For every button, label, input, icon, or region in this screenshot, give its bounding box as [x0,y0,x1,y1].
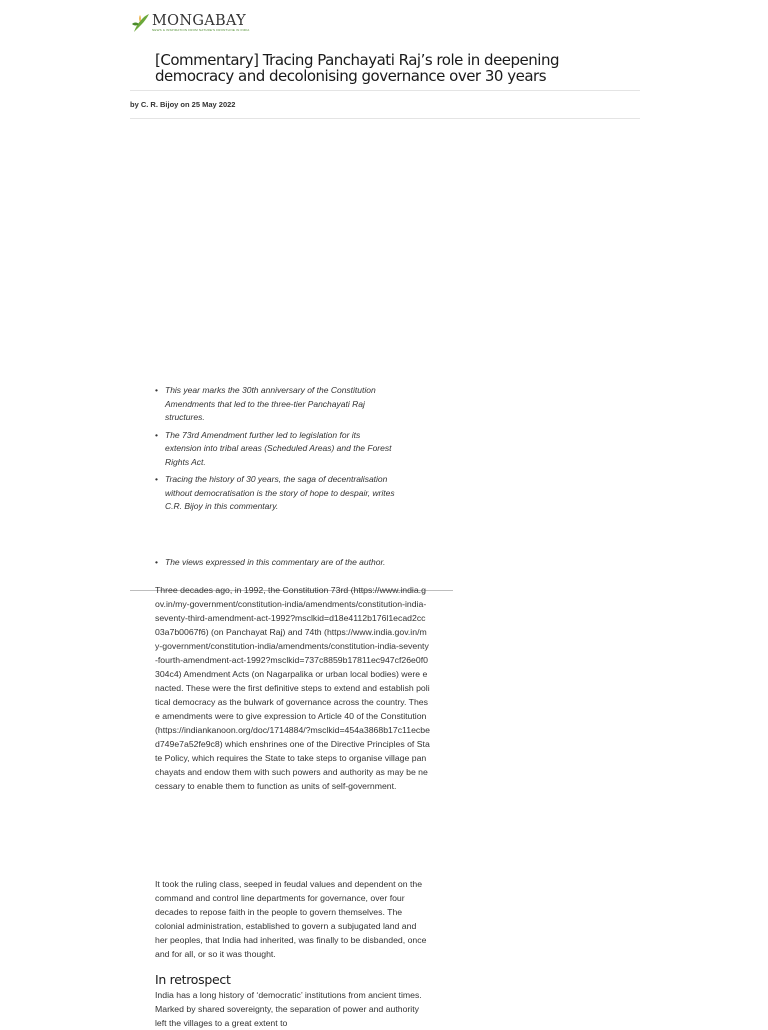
views-disclaimer: • The views expressed in this commentary are of the author. [155,556,395,570]
logo-wordmark: MONGABAY [152,12,246,29]
highlight-item: • Tracing the history of 30 years, the saga of decentralisation without democratisation is the story of hope to despair, writes C.R. Bijoy in this commentary. [155,473,395,514]
title-divider [130,90,640,91]
section-heading: In retrospect [155,972,231,987]
logo-tagline: NEWS & INSPIRATION FROM NATURE'S FRONTLINE IN INDIA [152,28,250,33]
article-byline: by C. R. Bijoy on 25 May 2022 [130,100,236,109]
highlights-list [155,384,395,518]
article-paragraph: India has a long history of ‘democratic’ institutions from ancient times. Marked by shared sovereignty, the separation of power and authority left the villages to a great extent to [155,990,422,1028]
highlight-item: • The 73rd Amendment further led to legislation for its extension into tribal areas (Scheduled Areas) and the Forest Rights Act. [155,429,395,470]
site-logo[interactable] [130,12,250,34]
views-disclaimer-list [155,556,395,574]
article-paragraph: It took the ruling class, seeped in feudal values and dependent on the command and control line departments for governance, over four decades to repose faith in the people to govern themselves. The colonial administration, established to govern a subjugated land and her peoples, that India had inherited, was finally to be disbanded, once and for all, or so it was thought. [155,879,427,959]
article-title: [Commentary] Tracing Panchayati Raj’s role in deepening democracy and decolonising governance over 30 years [155,51,559,85]
mongabay-leaf-icon [130,12,150,34]
byline-divider [130,118,640,119]
article-paragraph: Three decades ago, in 1992, the Constitution 73rd (https://www.india.gov.in/my-government/constitution-india/amendments/constitution-india-seventy-third-amendment-act-1992?msclkid=d18e4112b176l1ecad2cc03a7b0067f6) (on Panchayat Raj) and 74th (https://www.india.gov.in/my-government/constitution-india/amendments/constitution-india-seventy-fourth-amendment-act-1992?msclkid=737c8859b17811ec947cf26e0f0304c4) Amendment Acts (on Nagarpalika or urban local bodies) were enacted. These were the first definitive steps to extend and establish political democracy as the bulwark of governance across the country. These amendments were to give expression to Article 40 of the Constitution (https://indiankanoon.org/doc/1714884/?msclkid=454a3868b17c11ecbed749e7a52fe9c8) which enshrines one of the Directive Principles of State Policy, which requires the State to take steps to organise village panchayats and endow them with such powers and authority as may be necessary to enable them to function as units of self-government. [155,585,430,791]
highlight-item: • This year marks the 30th anniversary of the Constitution Amendments that led to the three-tier Panchayati Raj structures. [155,384,395,425]
